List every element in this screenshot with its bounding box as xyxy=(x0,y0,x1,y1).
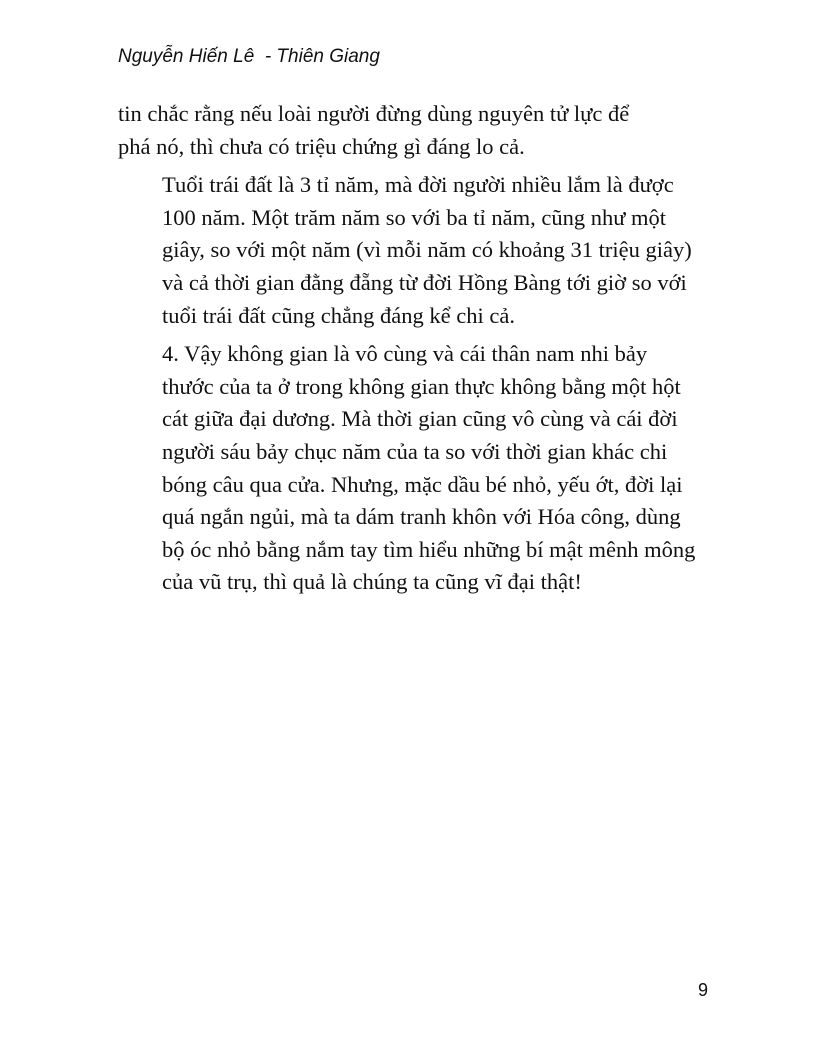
body-text xyxy=(118,98,714,605)
text-line: Tuổi trái đất là 3 tỉ năm, mà đời người nhiều lắm là được xyxy=(162,172,674,198)
text-line: tin chắc rằng nếu loài người đừng dùng nguyên tử lực để xyxy=(118,101,630,126)
text-line: và cả thời gian đằng đẵng từ đời Hồng Bàng tới giờ so với xyxy=(162,269,687,295)
text-line: bóng câu qua cửa. Nhưng, mặc dầu bé nhỏ, yếu ớt, đời lại xyxy=(162,471,683,497)
text-line: 4. Vậy không gian là vô cùng và cái thân nam nhi bảy xyxy=(162,341,648,367)
text-line: của vũ trụ, thì quả là chúng ta cũng vĩ đại thật! xyxy=(162,569,582,595)
paragraph-continuation xyxy=(118,98,714,163)
text-line: phá nó, thì chưa có triệu chứng gì đáng lo cả. xyxy=(118,133,525,159)
text-line: cát giữa đại dương. Mà thời gian cũng vô cùng và cái đời xyxy=(162,406,678,432)
text-line: giây, so với một năm (vì mỗi năm có khoảng 31 triệu giây) xyxy=(162,237,692,263)
text-line: quá ngắn ngủi, mà ta dám tranh khôn với Hóa công, dùng xyxy=(162,504,681,530)
text-line: 100 năm. Một trăm năm so với ba tỉ năm, cũng như một xyxy=(162,204,667,230)
paragraph-earth-age xyxy=(118,169,714,332)
page-number: 9 xyxy=(697,980,708,1000)
paragraph-section-4 xyxy=(118,338,714,599)
text-line: tuổi trái đất cũng chẳng đáng kể chi cả. xyxy=(162,302,515,328)
running-header: Nguyễn Hiến Lê - Thiên Giang xyxy=(118,46,380,67)
text-line: thước của ta ở trong không gian thực không bằng một hột xyxy=(162,373,681,399)
text-line: người sáu bảy chục năm của ta so với thời gian khác chi xyxy=(162,438,668,464)
text-line: bộ óc nhỏ bằng nắm tay tìm hiểu những bí mật mênh mông xyxy=(162,536,696,562)
